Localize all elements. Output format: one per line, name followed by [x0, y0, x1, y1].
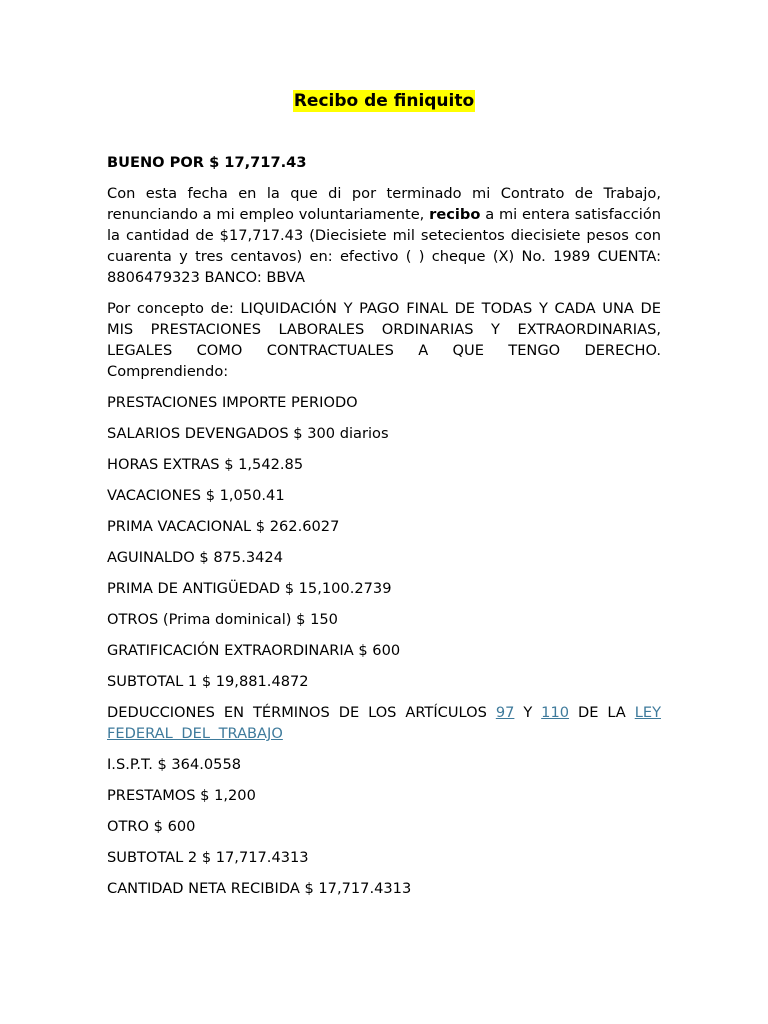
line-gratificacion: GRATIFICACIÓN EXTRAORDINARIA $ 600 — [107, 642, 401, 659]
line-prestamos: PRESTAMOS $ 1,200 — [107, 787, 256, 804]
line-otro: OTRO $ 600 — [107, 818, 196, 835]
document-title: Recibo de finiquito — [293, 91, 475, 111]
line-horas-extras: HORAS EXTRAS $ 1,542.85 — [107, 456, 304, 473]
line-prima-antiguedad: PRIMA DE ANTIGÜEDAD $ 15,100.2739 — [107, 580, 392, 597]
line-prestaciones-header: PRESTACIONES IMPORTE PERIODO — [107, 394, 358, 411]
article-110-link[interactable]: 110 — [541, 704, 570, 721]
paragraph-concept: Por concepto de: LIQUIDACIÓN Y PAGO FINAL DE TODAS Y CADA UNA DE MIS PRESTACIONES LABORALES ORDINARIAS Y EXTRAORDINARIAS, LEGALES COMO CONTRACTUALES A QUE TENGO DERECHO. Comprendiendo: — [107, 300, 661, 380]
bueno-por-line: BUENO POR $ 17,717.43 — [107, 154, 307, 171]
line-ispt: I.S.P.T. $ 364.0558 — [107, 756, 242, 773]
recibo-bold: recibo — [429, 206, 481, 223]
document-body — [107, 88, 661, 909]
line-prima-vacacional: PRIMA VACACIONAL $ 262.6027 — [107, 518, 340, 535]
deducciones-de-la: DE LA — [569, 704, 635, 721]
article-97-link[interactable]: 97 — [495, 704, 515, 721]
title-block — [107, 88, 661, 115]
line-vacaciones: VACACIONES $ 1,050.41 — [107, 487, 285, 504]
deducciones-y: Y — [514, 704, 542, 721]
line-otros: OTROS (Prima dominical) $ 150 — [107, 611, 338, 628]
line-aguinaldo: AGUINALDO $ 875.3424 — [107, 549, 283, 566]
line-subtotal-1: SUBTOTAL 1 $ 19,881.4872 — [107, 673, 309, 690]
paragraph-deducciones — [107, 702, 661, 744]
paragraph-receipt-end: a mi entera satisfacción la cantidad de $17,717.43 (Diecisiete mil setecientos diecisiete pesos con cuarenta y tres centavos) en: efectivo ( ) cheque (X) No. 1989 CUENTA: 8806479323 BANCO: BBVA — [107, 206, 661, 286]
paragraph-receipt-start: Con esta fecha en la que di por terminado mi Contrato de Trabajo, renunciando a mi empleo voluntariamente, — [107, 185, 661, 223]
line-cantidad-neta: CANTIDAD NETA RECIBIDA $ 17,717.4313 — [107, 880, 412, 897]
line-salarios: SALARIOS DEVENGADOS $ 300 diarios — [107, 425, 389, 442]
paragraph-receipt — [107, 183, 661, 288]
ley-federal-trabajo-link[interactable]: LEY FEDERAL DEL TRABAJO — [107, 704, 661, 742]
line-subtotal-2: SUBTOTAL 2 $ 17,717.4313 — [107, 849, 309, 866]
deducciones-text: DEDUCCIONES EN TÉRMINOS DE LOS ARTÍCULOS — [107, 704, 496, 721]
